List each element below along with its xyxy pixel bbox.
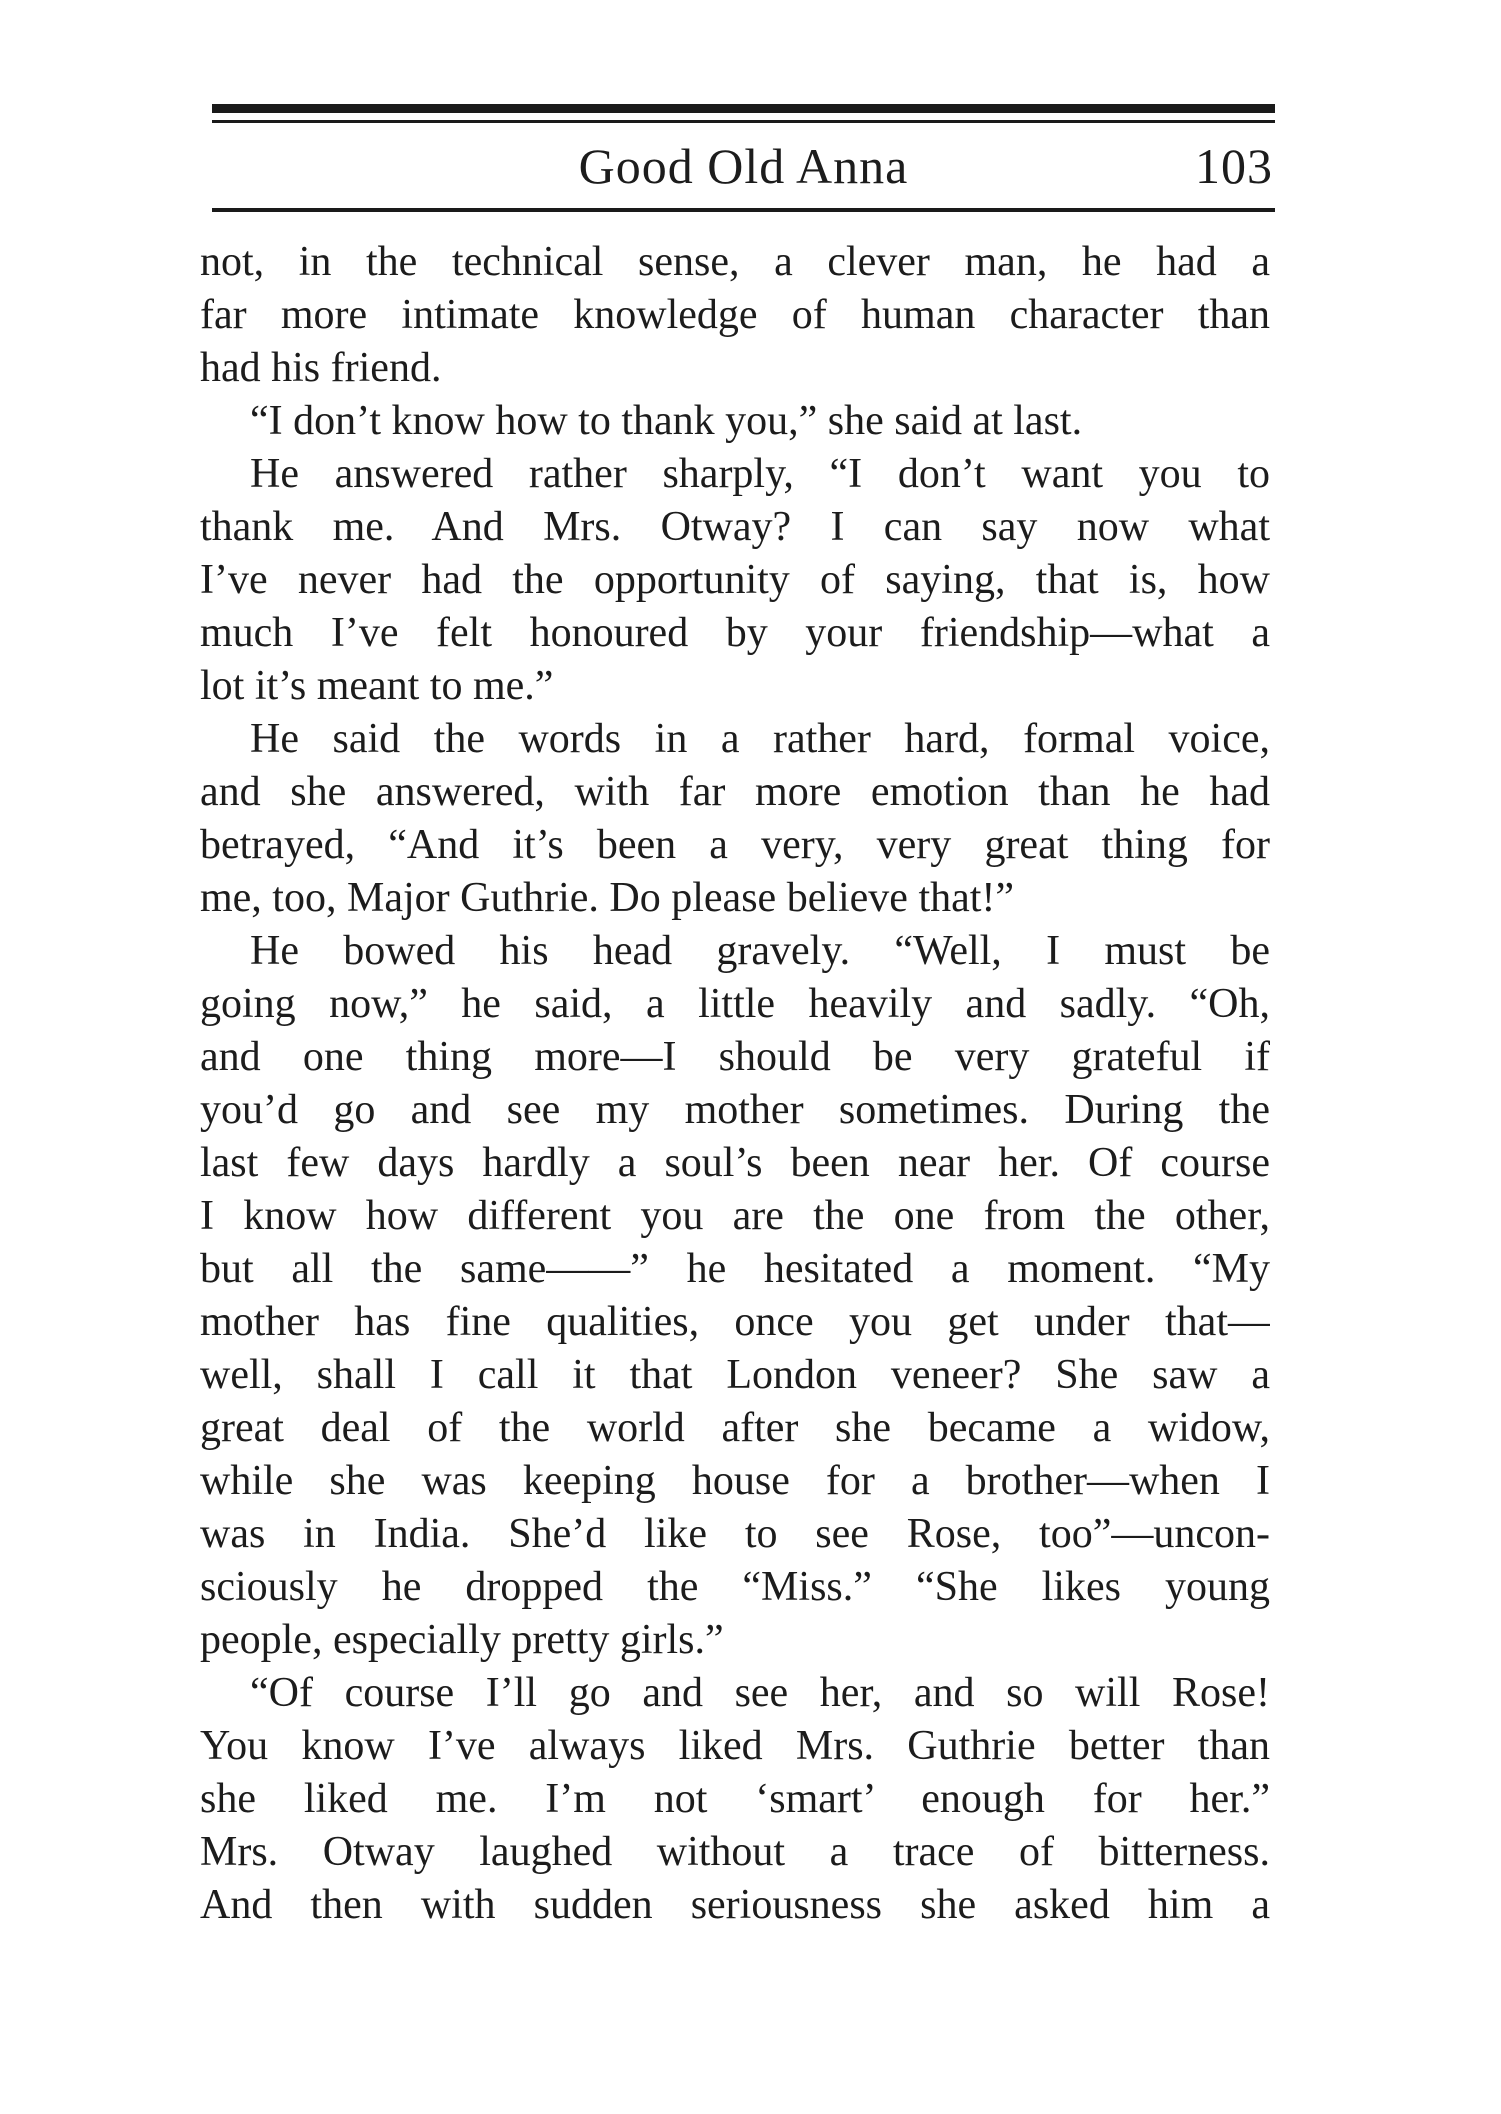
page-number: 103 xyxy=(1195,138,1273,194)
text-line: I know how different you are the one from the other, xyxy=(200,1193,1270,1239)
running-title: Good Old Anna xyxy=(578,138,909,194)
text-line: sciously he dropped the “Miss.” “She likes young xyxy=(200,1564,1270,1610)
text-line: much I’ve felt honoured by your friendship—what a xyxy=(200,610,1270,656)
text-line: and she answered, with far more emotion than he had xyxy=(200,769,1270,815)
text-line: far more intimate knowledge of human character than xyxy=(200,292,1270,338)
text-line: lot it’s meant to me.” xyxy=(200,663,554,709)
text-line: He answered rather sharply, “I don’t want you to xyxy=(250,451,1270,497)
text-line: thank me. And Mrs. Otway? I can say now what xyxy=(200,504,1270,550)
body-text xyxy=(200,236,1270,1932)
text-line: people, especially pretty girls.” xyxy=(200,1617,724,1663)
text-line: And then with sudden seriousness she asked him a xyxy=(200,1882,1270,1928)
header-rule-thick xyxy=(212,104,1275,113)
text-line: but all the same——” he hesitated a moment. “My xyxy=(200,1246,1270,1292)
text-line: great deal of the world after she became a widow, xyxy=(200,1405,1270,1451)
text-line: had his friend. xyxy=(200,345,442,391)
text-line: I’ve never had the opportunity of saying, that is, how xyxy=(200,557,1270,603)
text-line: while she was keeping house for a brother—when I xyxy=(200,1458,1270,1504)
text-line: not, in the technical sense, a clever man, he had a xyxy=(200,239,1270,285)
text-line: and one thing more—I should be very grateful if xyxy=(200,1034,1270,1080)
text-line: me, too, Major Guthrie. Do please believe that!” xyxy=(200,875,1015,921)
text-line: betrayed, “And it’s been a very, very great thing for xyxy=(200,822,1270,868)
text-line: He bowed his head gravely. “Well, I must be xyxy=(250,928,1270,974)
text-line: mother has fine qualities, once you get under that— xyxy=(200,1299,1270,1345)
text-line: He said the words in a rather hard, formal voice, xyxy=(250,716,1270,762)
text-line: going now,” he said, a little heavily and sadly. “Oh, xyxy=(200,981,1270,1027)
text-line: You know I’ve always liked Mrs. Guthrie better than xyxy=(200,1723,1270,1769)
text-line: Mrs. Otway laughed without a trace of bitterness. xyxy=(200,1829,1270,1875)
text-line: “I don’t know how to thank you,” she said at last. xyxy=(250,398,1083,444)
text-line: she liked me. I’m not ‘smart’ enough for her.” xyxy=(200,1776,1270,1822)
header-rule-bottom xyxy=(212,208,1275,212)
text-line: was in India. She’d like to see Rose, too”—uncon- xyxy=(200,1511,1270,1557)
running-head xyxy=(212,130,1275,200)
text-line: “Of course I’ll go and see her, and so will Rose! xyxy=(250,1670,1270,1716)
header-rule-thin xyxy=(212,120,1275,123)
text-line: last few days hardly a soul’s been near her. Of course xyxy=(200,1140,1270,1186)
text-line: you’d go and see my mother sometimes. During the xyxy=(200,1087,1270,1133)
text-line: well, shall I call it that London veneer? She saw a xyxy=(200,1352,1270,1398)
